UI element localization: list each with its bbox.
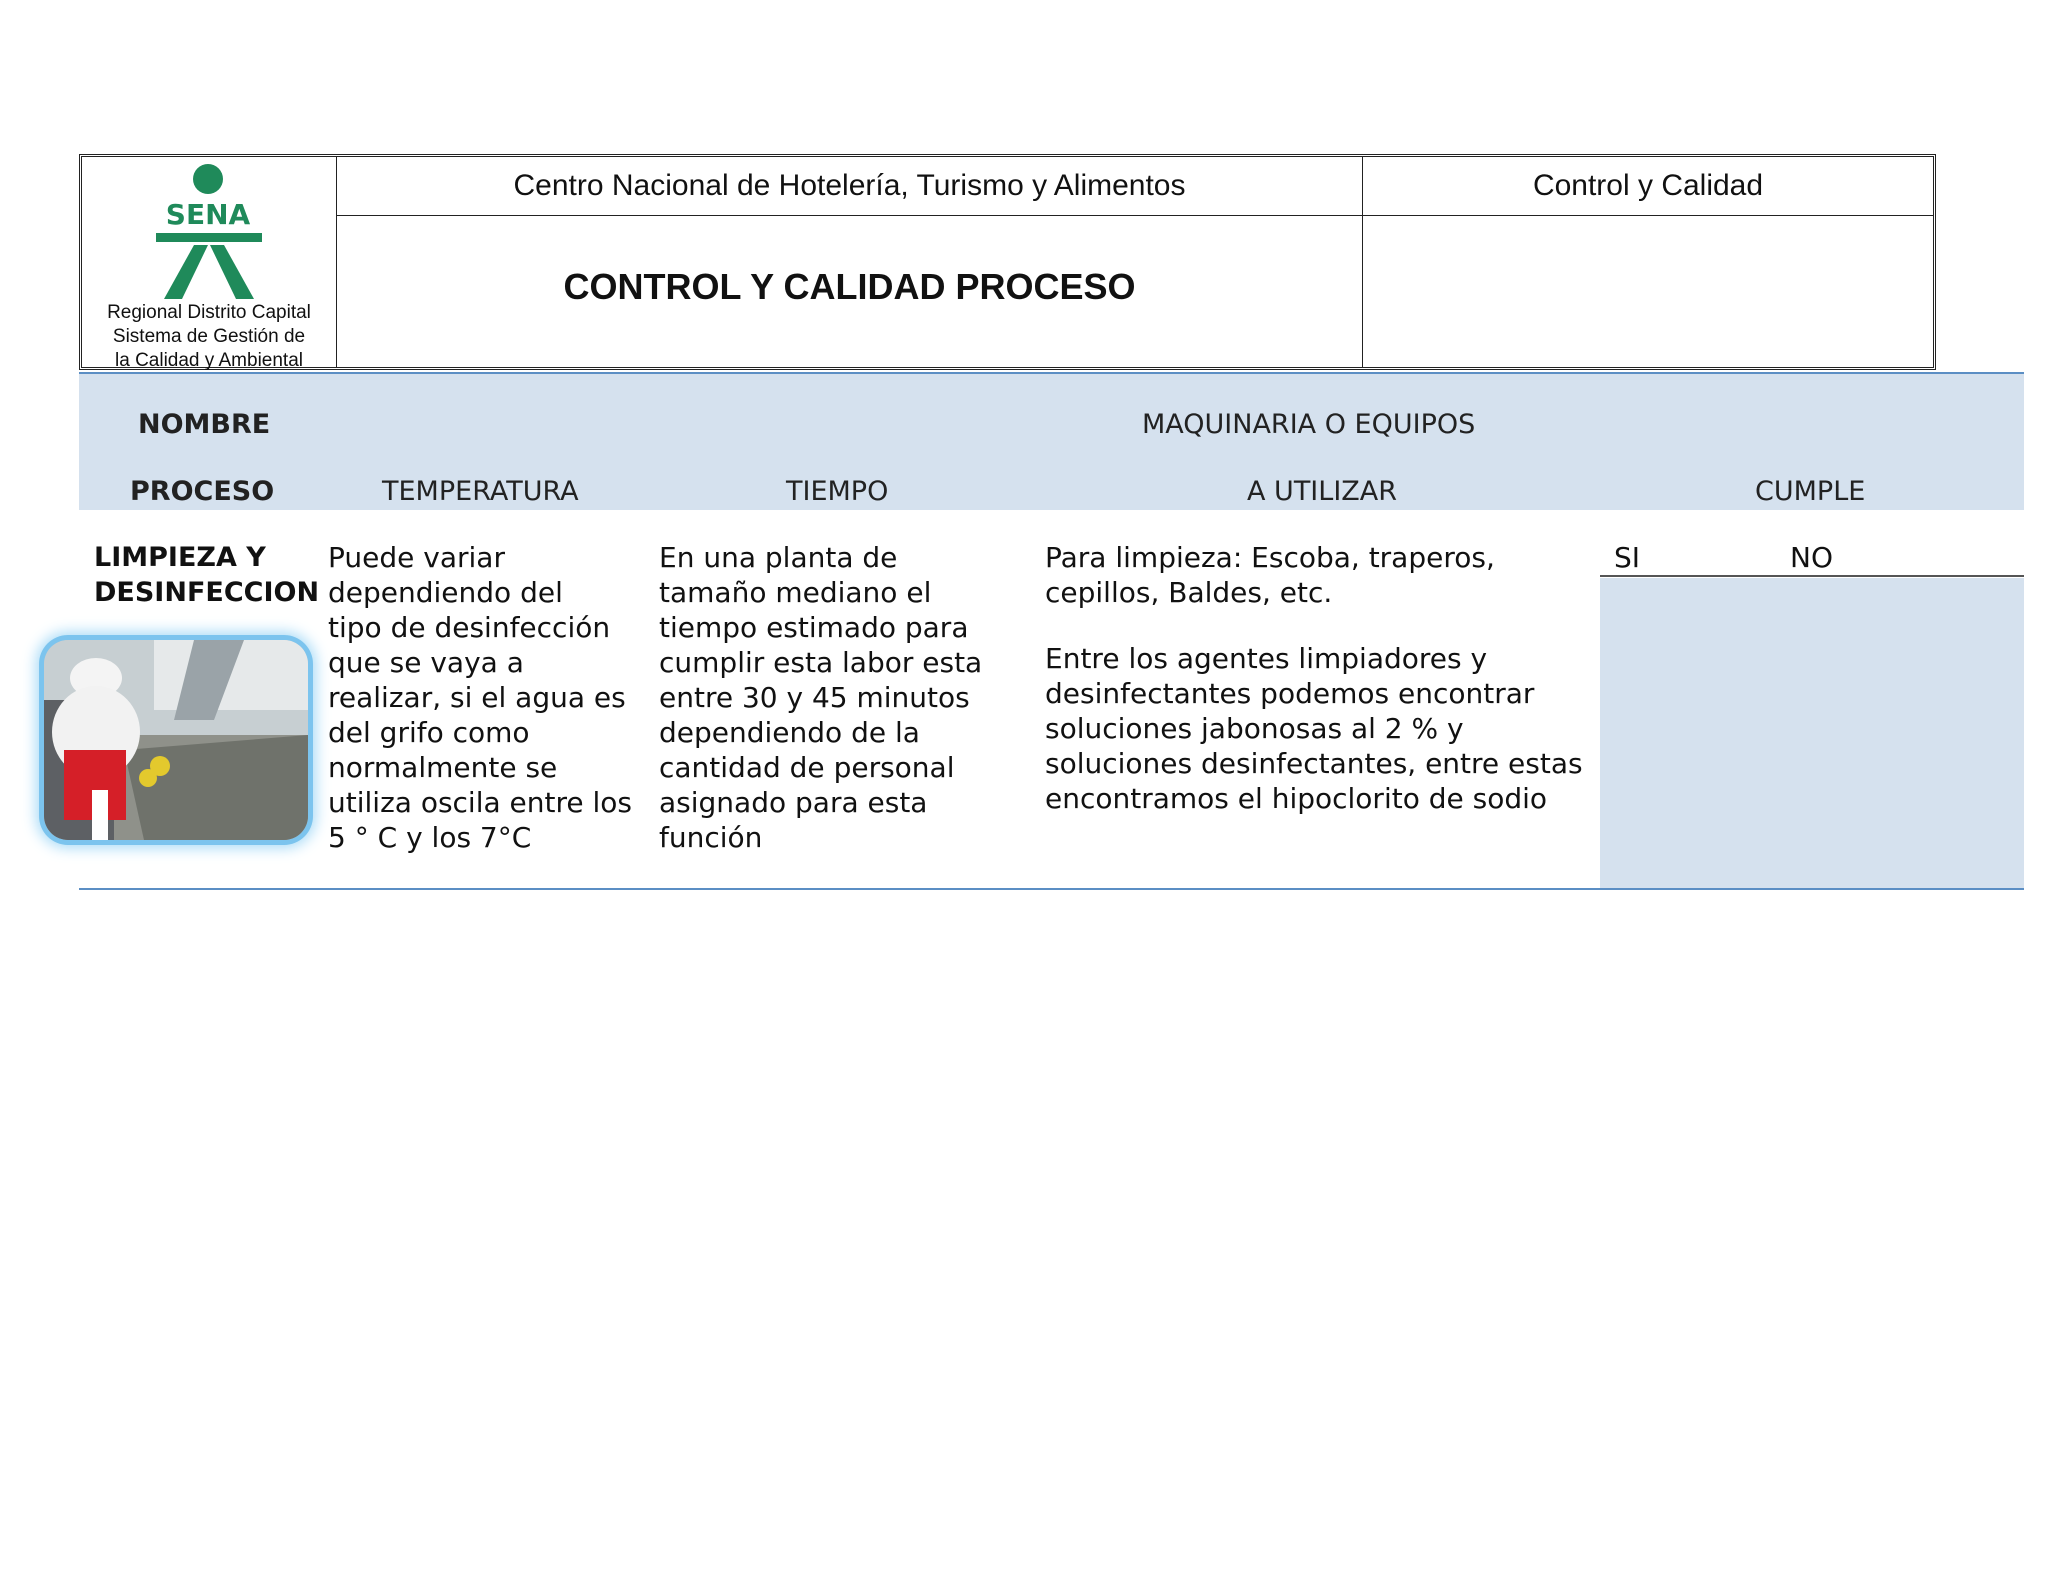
process-name bbox=[94, 540, 319, 610]
time-line: En una planta de bbox=[659, 541, 898, 574]
temperature-line: 5 ° C y los 7°C bbox=[328, 821, 532, 854]
process-photo bbox=[44, 640, 308, 840]
temperature-line: realizar, si el agua es bbox=[328, 681, 626, 714]
machinery-line: desinfectantes podemos encontrar bbox=[1045, 677, 1535, 710]
document-header bbox=[79, 154, 1936, 370]
machinery-line: Para limpieza: Escoba, traperos, bbox=[1045, 541, 1495, 574]
document-title: CONTROL Y CALIDAD PROCESO bbox=[563, 265, 1136, 307]
time-line: asignado para esta bbox=[659, 786, 928, 819]
institution-name: Centro Nacional de Hotelería, Turismo y Alimentos bbox=[337, 157, 1362, 216]
logo-brand-text: SENA bbox=[165, 198, 251, 231]
temperature-line: utiliza oscila entre los bbox=[328, 786, 633, 819]
header-temperatura: TEMPERATURA bbox=[382, 476, 579, 507]
time-line: entre 30 y 45 minutos bbox=[659, 681, 970, 714]
machinery-cell bbox=[1045, 540, 1583, 816]
process-name-line: DESINFECCION bbox=[94, 577, 320, 608]
area-name: Control y Calidad bbox=[1363, 157, 1933, 216]
logo-caption-line: Sistema de Gestión de bbox=[112, 326, 306, 347]
cumple-subheader bbox=[1600, 540, 2024, 577]
temperature-line: del grifo como bbox=[328, 716, 530, 749]
time-line: cumplir esta labor esta bbox=[659, 646, 983, 679]
machinery-line: soluciones desinfectantes, entre estas bbox=[1045, 747, 1583, 780]
header-tiempo: TIEMPO bbox=[786, 476, 889, 507]
time-line: tiempo estimado para bbox=[659, 611, 969, 644]
machinery-line: encontramos el hipoclorito de sodio bbox=[1045, 782, 1548, 815]
time-line: tamaño mediano el bbox=[659, 576, 932, 609]
table-bottom-rule bbox=[79, 888, 2024, 890]
table-header-band bbox=[79, 372, 2024, 510]
cumple-si-label: SI bbox=[1614, 541, 1641, 574]
cumple-no-label: NO bbox=[1790, 541, 1833, 574]
temperature-line: normalmente se bbox=[328, 751, 558, 784]
machinery-line: cepillos, Baldes, etc. bbox=[1045, 576, 1333, 609]
temperature-line: Puede variar bbox=[328, 541, 505, 574]
logo-caption-line: la Calidad y Ambiental bbox=[115, 350, 303, 371]
worker-cleaning-photo-icon bbox=[44, 640, 308, 840]
temperature-line: que se vaya a bbox=[328, 646, 524, 679]
sena-logo-icon bbox=[142, 161, 276, 301]
logo-caption-line: Regional Distrito Capital bbox=[107, 302, 311, 323]
logo-caption bbox=[82, 301, 336, 373]
time-cell bbox=[659, 540, 982, 855]
cumple-checkbox-area[interactable] bbox=[1600, 578, 2024, 888]
title-cell bbox=[337, 157, 1363, 367]
area-cell bbox=[1363, 157, 1933, 367]
time-line: dependiendo de la bbox=[659, 716, 920, 749]
machinery-line: soluciones jabonosas al 2 % y bbox=[1045, 712, 1464, 745]
time-line: función bbox=[659, 821, 763, 854]
logo-cell bbox=[82, 157, 337, 371]
time-line: cantidad de personal bbox=[659, 751, 955, 784]
header-proceso: PROCESO bbox=[130, 476, 275, 507]
header-nombre: NOMBRE bbox=[138, 409, 271, 440]
header-cumple: CUMPLE bbox=[1755, 476, 1866, 507]
temperature-line: tipo de desinfección bbox=[328, 611, 611, 644]
temperature-line: dependiendo del bbox=[328, 576, 563, 609]
machinery-line: Entre los agentes limpiadores y bbox=[1045, 642, 1488, 675]
temperature-cell bbox=[328, 540, 632, 855]
process-name-line: LIMPIEZA Y bbox=[94, 542, 266, 573]
header-maquinaria: MAQUINARIA O EQUIPOS bbox=[1142, 409, 1476, 440]
header-a-utilizar: A UTILIZAR bbox=[1247, 476, 1398, 507]
